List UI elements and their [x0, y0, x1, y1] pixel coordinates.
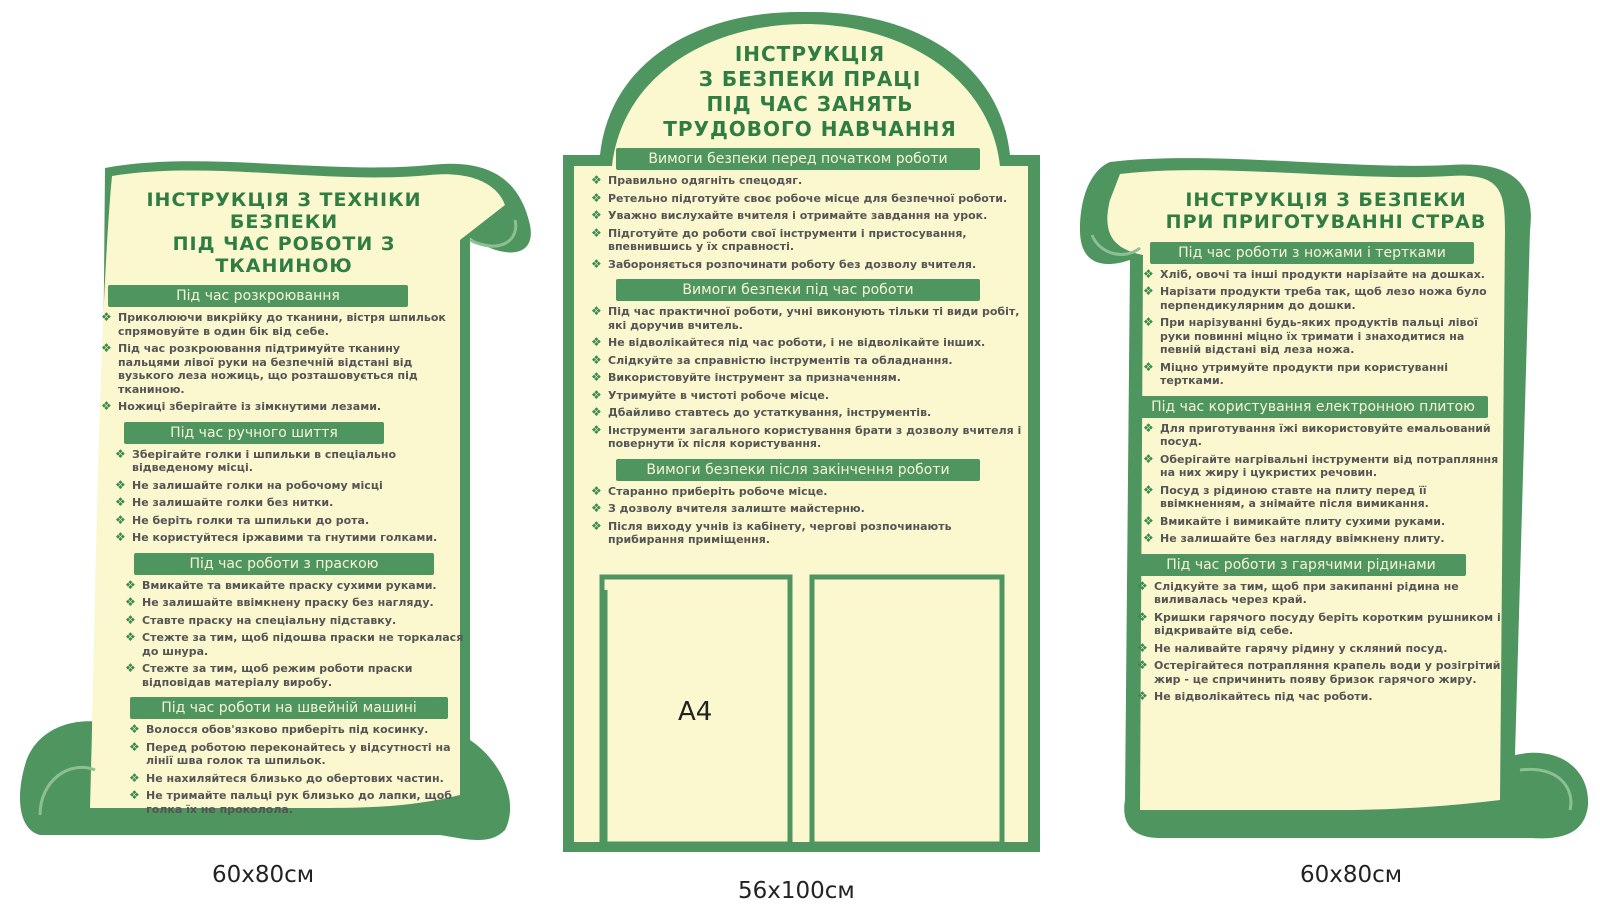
bullet-icon: ❖ — [1143, 420, 1154, 435]
list-item-text: Перед роботою переконайтесь у відсутності на лінії шва голок та шпильок. — [146, 740, 451, 768]
list-item — [1140, 361, 1506, 388]
bullet-icon: ❖ — [1137, 640, 1148, 655]
list-item — [126, 772, 464, 786]
list-item-text: Вмикайте та вмикайте праску сухими руками. — [142, 578, 437, 592]
list-item-text: Слідкуйте за тим, щоб при закипанні рідина не виливалась через край. — [1154, 579, 1459, 607]
list-item-text: Ставте праску на спеціальну підставку. — [142, 613, 397, 627]
right-section-list — [1140, 268, 1506, 388]
center-size-label: 56х100см — [738, 878, 855, 904]
bullet-icon: ❖ — [125, 661, 136, 676]
bullet-icon: ❖ — [101, 341, 112, 356]
bullet-icon: ❖ — [591, 173, 602, 187]
bullet-icon: ❖ — [591, 370, 602, 384]
list-item-text: Не залишайте голки на робочому місці — [132, 478, 383, 492]
list-item — [588, 354, 1030, 368]
list-item — [588, 227, 1030, 254]
list-item — [1140, 453, 1506, 480]
list-item — [122, 614, 464, 628]
list-item-text: Не нахиляйтеся близько до обертових частин. — [146, 771, 444, 785]
list-item-text: Не залишайте ввімкнену праску без нагляду. — [142, 596, 434, 610]
list-item — [122, 579, 464, 593]
center-section-list — [588, 485, 1030, 547]
bullet-icon: ❖ — [591, 483, 602, 498]
bullet-icon: ❖ — [1137, 658, 1148, 673]
list-item — [1140, 422, 1506, 449]
list-item-text: Під час розкроювання підтримуйте тканину пальцями лівої руки на безпечній відстані від вузького леза ножиць, що розташовується під тканиною. — [118, 342, 418, 396]
right-section-header: Під час користування електронною плитою — [1138, 396, 1488, 418]
bullet-icon: ❖ — [125, 577, 136, 592]
bullet-icon: ❖ — [591, 225, 602, 240]
list-item — [1140, 484, 1506, 511]
list-item-text: Не наливайте гарячу рідину у скляний посуд. — [1154, 641, 1448, 655]
bullet-icon: ❖ — [129, 770, 140, 785]
list-item — [1140, 268, 1506, 282]
list-item — [588, 336, 1030, 350]
list-item — [1140, 532, 1506, 546]
center-panel — [590, 42, 1030, 555]
list-item-text: Волосся обов'язково приберіть під косинку. — [146, 723, 429, 737]
left-section-list — [98, 311, 464, 414]
right-section-header: Під час роботи з ножами і тертками — [1150, 242, 1474, 264]
list-item — [588, 258, 1030, 272]
list-item-text: Після виходу учнів із кабінету, чергові розпочинають прибирання приміщення. — [608, 519, 952, 546]
list-item-text: З дозволу вчителя залиште майстерню. — [608, 502, 865, 515]
list-item-text: Забороняється розпочинати роботу без дозволу вчителя. — [608, 257, 977, 271]
list-item-text: Слідкуйте за справністю інструментів та обладнання. — [608, 353, 953, 367]
bullet-icon: ❖ — [1143, 284, 1154, 299]
bullet-icon: ❖ — [115, 530, 126, 545]
bullet-icon: ❖ — [591, 190, 602, 205]
list-item — [1140, 515, 1506, 529]
bullet-icon: ❖ — [591, 405, 602, 419]
list-item-text: Використовуйте інструмент за призначенням. — [608, 371, 901, 384]
left-section-header: Під час розкроювання — [108, 285, 408, 307]
bullet-icon: ❖ — [1143, 451, 1154, 466]
list-item — [98, 311, 464, 338]
bullet-icon: ❖ — [101, 399, 112, 414]
bullet-icon: ❖ — [129, 722, 140, 737]
bullet-icon: ❖ — [125, 630, 136, 645]
list-item-text: Нарізати продукти треба так, щоб лезо ножа було перпендикулярним до дошки. — [1160, 285, 1487, 312]
list-item — [1140, 316, 1506, 357]
list-item — [112, 479, 464, 493]
list-item — [112, 448, 464, 475]
list-item — [122, 662, 464, 689]
list-item-text: Інструменти загального користування брати з дозволу вчителя і повернути їх після користування. — [608, 423, 1022, 450]
bullet-icon: ❖ — [1143, 315, 1154, 330]
list-item-text: Не тримайте пальці рук близько до лапки, щоб голка їх не проколола. — [146, 789, 452, 816]
list-item — [98, 400, 464, 414]
list-item — [588, 192, 1030, 206]
center-section-header: Вимоги безпеки після закінчення роботи — [616, 459, 980, 481]
center-title-line1: ІНСТРУКЦІЯ — [734, 42, 886, 66]
list-item — [112, 496, 464, 510]
list-item-text: Правильно одягніть спецодяг. — [608, 174, 803, 187]
right-panel — [1137, 189, 1506, 712]
list-item-text: Утримуйте в чистоті робоче місце. — [608, 388, 830, 402]
list-item — [588, 389, 1030, 403]
list-item-text: Вмикайте і вимикайте плиту сухими руками. — [1160, 514, 1446, 528]
list-item-text: Не беріть голки та шпильки до рота. — [132, 513, 370, 527]
list-item-text: Уважно вислухайте вчителя і отримайте завдання на урок. — [608, 209, 988, 222]
bullet-icon: ❖ — [1137, 689, 1148, 704]
center-sections — [590, 148, 1030, 547]
right-title-line1: ІНСТРУКЦІЯ З БЕЗПЕКИ — [1185, 189, 1467, 211]
list-item — [122, 631, 464, 658]
bullet-icon: ❖ — [591, 256, 602, 271]
bullet-icon: ❖ — [101, 310, 112, 325]
right-section-list — [1140, 422, 1506, 546]
right-title — [1146, 190, 1506, 234]
pocket-right — [812, 577, 1002, 844]
list-item — [588, 424, 1030, 451]
center-section-list — [588, 305, 1030, 451]
list-item-text: При нарізуванні будь-яких продуктів пальці лівої руки повинні міцно їх тримати і знаходитися на певній відстані від леза ножа. — [1160, 316, 1478, 357]
bullet-icon: ❖ — [591, 518, 602, 533]
center-section-list — [588, 174, 1030, 271]
list-item-text: Під час практичної роботи, учні виконують тільки ті види робіт, які доручив вчитель. — [608, 305, 1020, 332]
list-item-text: Хліб, овочі та інші продукти нарізайте на дошках. — [1160, 267, 1485, 281]
list-item — [122, 596, 464, 610]
list-item-text: Посуд з рідиною ставте на плиту перед її ввімкненням, а знімайте після вимикання. — [1160, 483, 1429, 511]
bullet-icon: ❖ — [591, 352, 602, 367]
bullet-icon: ❖ — [591, 304, 602, 318]
left-title — [104, 190, 464, 277]
list-item-text: Кришки гарячого посуду беріть коротким рушником і відкривайте від себе. — [1154, 610, 1501, 638]
bullet-icon: ❖ — [115, 446, 126, 461]
list-item — [588, 174, 1030, 188]
list-item-text: Не відволікайтесь під час роботи. — [1154, 690, 1373, 704]
left-section-list — [112, 448, 464, 545]
right-title-line2: ПРИ ПРИГОТУВАННІ СТРАВ — [1165, 210, 1487, 233]
list-item-text: Міцно утримуйте продукти при користуванні тертками. — [1160, 360, 1449, 388]
bullet-icon: ❖ — [129, 788, 140, 803]
right-section-list — [1134, 580, 1506, 704]
list-item-text: Не користуйтеся іржавими та гнутими голками. — [132, 531, 438, 545]
bullet-icon: ❖ — [115, 477, 126, 492]
list-item — [98, 342, 464, 396]
list-item-text: Приколюючи викрійку до тканини, вістря шпильок спрямовуйте в один бік від себе. — [118, 311, 446, 338]
bullet-icon: ❖ — [115, 512, 126, 527]
bullet-icon: ❖ — [1143, 482, 1154, 497]
bullet-icon: ❖ — [129, 739, 140, 754]
left-title-line2: ПІД ЧАС РОБОТИ З ТКАНИНОЮ — [172, 232, 396, 277]
center-title-line2: З БЕЗПЕКИ ПРАЦІ — [698, 67, 922, 91]
list-item-text: Підготуйте до роботи свої інструменти і пристосування, впевнившись у їх справності. — [608, 226, 967, 253]
list-item-text: Для приготування їжі використовуйте емальований посуд. — [1160, 421, 1491, 449]
left-section-list — [126, 723, 464, 816]
list-item-text: Дбайливо ставтесь до устаткування, інструментів. — [608, 406, 932, 419]
left-title-line1: ІНСТРУКЦІЯ З ТЕХНІКИ БЕЗПЕКИ — [146, 189, 422, 233]
bullet-icon: ❖ — [115, 495, 126, 510]
bullet-icon: ❖ — [1137, 578, 1148, 593]
bullet-icon: ❖ — [1143, 513, 1154, 528]
center-section-header: Вимоги безпеки під час роботи — [616, 279, 980, 301]
list-item-text: Ретельно підготуйте своє робоче місце для безпечної роботи. — [608, 191, 1008, 205]
list-item-text: Стежте за тим, щоб режим роботи праски відповідав матеріалу виробу. — [142, 662, 413, 689]
list-item — [126, 789, 464, 816]
left-panel — [101, 189, 464, 824]
bullet-icon: ❖ — [1143, 531, 1154, 546]
center-title — [590, 42, 1030, 142]
list-item — [588, 209, 1030, 223]
left-section-header: Під час роботи з праскою — [134, 553, 434, 575]
list-item-text: Зберігайте голки і шпильки в спеціально відведеному місці. — [132, 447, 396, 475]
list-item — [126, 741, 464, 768]
left-sections — [101, 285, 464, 816]
right-size-label: 60х80см — [1300, 862, 1403, 888]
list-item-text: Не залишайте без нагляду ввімкнену плиту. — [1160, 532, 1445, 546]
bullet-icon: ❖ — [1143, 266, 1154, 281]
list-item-text: Оберігайте нагрівальні інструменти від потрапляння на них жиру і цукристих речовин. — [1160, 452, 1499, 480]
left-section-header: Під час роботи на швейній машині — [130, 697, 448, 719]
list-item-text: Не залишайте голки без нитки. — [132, 496, 334, 510]
list-item — [1134, 611, 1506, 638]
list-item — [126, 723, 464, 737]
list-item — [588, 520, 1030, 547]
list-item — [1134, 690, 1506, 704]
list-item — [588, 502, 1030, 516]
bullet-icon: ❖ — [1137, 609, 1148, 624]
left-size-label: 60х80см — [212, 862, 315, 888]
list-item — [588, 305, 1030, 332]
list-item — [112, 514, 464, 528]
list-item-text: Стежте за тим, щоб підошва праски не торкалася до шнура. — [142, 631, 464, 658]
bullet-icon: ❖ — [1143, 359, 1154, 374]
list-item — [588, 485, 1030, 499]
bullet-icon: ❖ — [591, 208, 602, 222]
list-item — [588, 406, 1030, 420]
bullet-icon: ❖ — [591, 335, 602, 349]
pocket-label: А4 — [678, 697, 713, 727]
bullet-icon: ❖ — [125, 612, 136, 627]
list-item — [1134, 659, 1506, 686]
list-item-text: Не відволікайтеся під час роботи, і не відволікайте інших. — [608, 336, 986, 349]
list-item — [112, 531, 464, 545]
center-title-line3: ПІД ЧАС ЗАНЯТЬ — [706, 92, 914, 116]
list-item — [1140, 285, 1506, 312]
right-sections — [1137, 242, 1506, 704]
list-item-text: Ножиці зберігайте із зімкнутими лезами. — [118, 400, 382, 414]
bullet-icon: ❖ — [125, 595, 136, 610]
right-section-header: Під час роботи з гарячими рідинами — [1136, 554, 1466, 576]
bullet-icon: ❖ — [591, 387, 602, 402]
bullet-icon: ❖ — [591, 501, 602, 515]
list-item — [588, 371, 1030, 385]
center-title-line4: ТРУДОВОГО НАВЧАННЯ — [663, 117, 957, 141]
list-item — [1134, 642, 1506, 656]
list-item-text: Старанно приберіть робоче місце. — [608, 484, 828, 498]
center-section-header: Вимоги безпеки перед початком роботи — [616, 148, 980, 170]
left-section-header: Під час ручного шиття — [124, 422, 384, 444]
bullet-icon: ❖ — [591, 422, 602, 437]
list-item-text: Остерігайтеся потрапляння крапель води у розігрітий жир - це спричинить появу бризок гарячого жиру. — [1154, 659, 1501, 686]
left-section-list — [122, 579, 464, 690]
list-item — [1134, 580, 1506, 607]
